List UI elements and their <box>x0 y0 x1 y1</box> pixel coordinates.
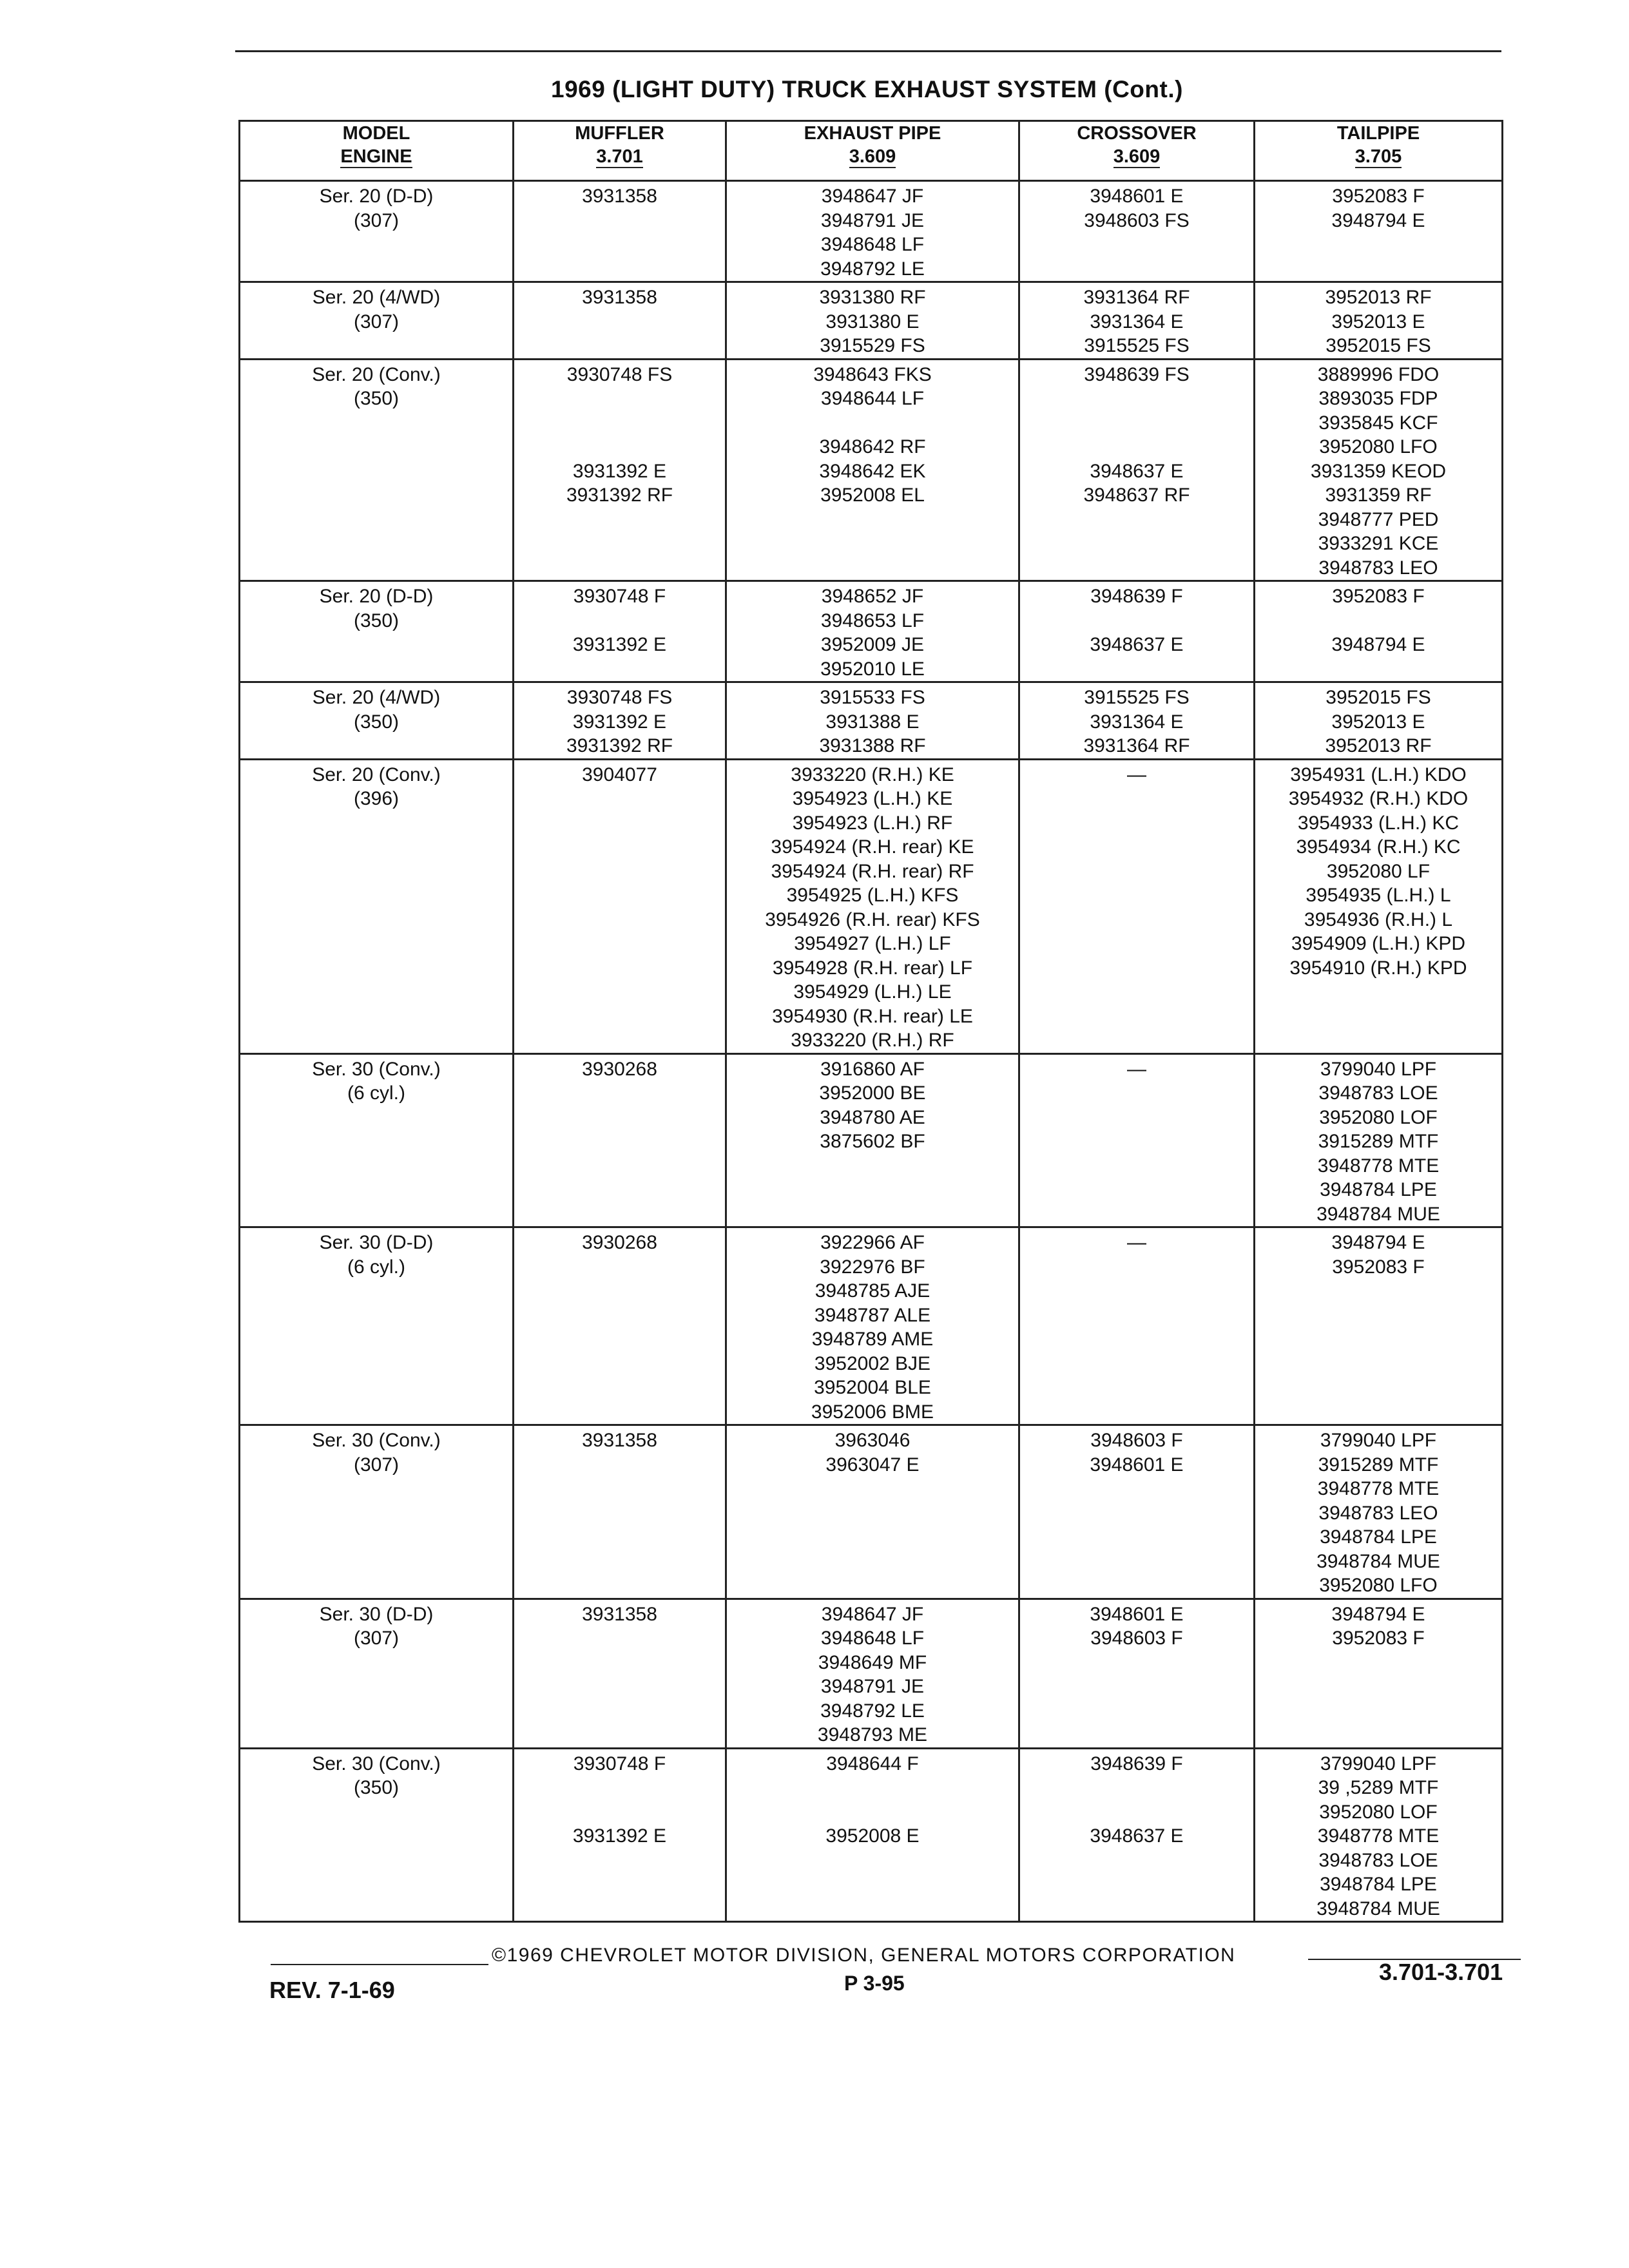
part-number <box>1020 435 1253 459</box>
part-number: 3931358 <box>582 287 657 308</box>
part-number: 3948653 LF <box>820 610 925 631</box>
part-number <box>514 609 725 633</box>
tailpipe-cell <box>1255 1053 1503 1227</box>
part-number: 3930748 FS <box>566 687 673 708</box>
col-header-exhaust-pipe: EXHAUST PIPE 3.609 <box>726 121 1019 181</box>
part-number: 3948784 MUE <box>1316 1898 1440 1919</box>
part-number: 3933220 (R.H.) KE <box>791 764 954 785</box>
crossover-cell <box>1019 1599 1255 1748</box>
table-row <box>240 682 1503 760</box>
crossover-cell <box>1019 1425 1255 1599</box>
part-number: 3948783 LEO <box>1318 1502 1438 1524</box>
part-number: 3915525 FS <box>1084 335 1190 356</box>
crossover-cell <box>1019 1227 1255 1425</box>
part-number: 3931392 RF <box>566 485 673 506</box>
model-line: Ser. 20 (Conv.) <box>312 363 441 385</box>
col-header-model: MODEL ENGINE <box>240 121 514 181</box>
part-number: 3931358 <box>582 186 657 207</box>
table-row <box>240 581 1503 682</box>
part-number: 3916860 AF <box>820 1058 925 1080</box>
exhaust-pipe-cell <box>726 181 1019 282</box>
model-line: Ser. 20 (4/WD) <box>312 287 441 308</box>
footer-rule-left <box>271 1964 488 1965</box>
part-number: 3952008 E <box>825 1825 920 1847</box>
muffler-cell <box>514 1053 726 1227</box>
part-number: 3948601 E <box>1090 186 1184 207</box>
part-number: 3952006 BME <box>811 1401 934 1423</box>
part-number: 3952083 F <box>1332 586 1425 607</box>
part-number: 3948794 E <box>1331 1603 1425 1625</box>
part-number: 3948639 F <box>1090 586 1183 607</box>
part-number: 3948784 LPE <box>1320 1874 1437 1895</box>
muffler-cell <box>514 359 726 581</box>
table-row <box>240 1748 1503 1922</box>
part-number: 3922976 BF <box>820 1256 925 1278</box>
model-line: Ser. 20 (4/WD) <box>312 687 441 708</box>
col-header-tailpipe: TAILPIPE 3.705 <box>1255 121 1503 181</box>
part-number: 3954924 (R.H. rear) RF <box>771 860 974 882</box>
part-number: 3948652 JF <box>821 586 924 607</box>
model-line: Ser. 20 (Conv.) <box>312 764 441 785</box>
part-number: 3931364 E <box>1090 711 1184 733</box>
part-number: 3954932 (R.H.) KDO <box>1288 788 1469 809</box>
part-number: 3954933 (L.H.) KC <box>1297 812 1460 834</box>
table-row <box>240 282 1503 360</box>
part-number: 3948601 E <box>1090 1603 1184 1625</box>
model-line: Ser. 30 (Conv.) <box>312 1430 441 1451</box>
part-number: 3952015 FS <box>1325 335 1431 356</box>
part-number: 3799040 LPF <box>1320 1058 1437 1080</box>
part-number <box>1020 1776 1253 1800</box>
part-number: 3948648 LF <box>820 1628 925 1649</box>
part-number: 3952008 EL <box>820 485 925 506</box>
part-number: 3954909 (L.H.) KPD <box>1291 933 1466 954</box>
tailpipe-cell <box>1255 1599 1503 1748</box>
part-number: 3954924 (R.H. rear) KE <box>771 836 974 858</box>
model-engine-cell <box>240 1425 514 1599</box>
part-number: 3931359 RF <box>1325 485 1432 506</box>
table-row <box>240 759 1503 1053</box>
part-number: 3931364 RF <box>1083 287 1190 308</box>
exhaust-pipe-cell <box>726 682 1019 760</box>
part-number: 39 ,5289 MTF <box>1318 1777 1439 1798</box>
part-number: 3952083 F <box>1332 1256 1425 1278</box>
model-engine-cell <box>240 682 514 760</box>
exhaust-pipe-cell <box>726 1748 1019 1922</box>
model-engine-cell <box>240 759 514 1053</box>
part-number: 3948778 MTE <box>1317 1155 1440 1177</box>
part-number: 3948643 FKS <box>813 363 932 385</box>
part-number: 3952080 LOF <box>1319 1801 1438 1823</box>
tailpipe-cell <box>1255 759 1503 1053</box>
part-number: 3952015 FS <box>1325 687 1431 708</box>
part-number: 3954923 (L.H.) RF <box>792 812 953 834</box>
part-number: 3954926 (R.H. rear) KFS <box>765 908 980 930</box>
tailpipe-cell <box>1255 581 1503 682</box>
part-number: 3948780 AE <box>820 1106 925 1128</box>
crossover-cell <box>1019 581 1255 682</box>
part-number: 3931364 RF <box>1083 735 1190 756</box>
part-number: 3930268 <box>582 1232 657 1253</box>
part-number: 3948603 F <box>1090 1628 1183 1649</box>
part-number: 3948637 RF <box>1083 485 1190 506</box>
section-reference: 3.701-3.701 <box>1379 1959 1503 1985</box>
part-number: 3948783 LOE <box>1318 1849 1438 1871</box>
crossover-cell <box>1019 1748 1255 1922</box>
part-number: 3954925 (L.H.) KFS <box>786 885 959 906</box>
part-number: 3922966 AF <box>820 1232 925 1253</box>
page-number: P 3-95 <box>844 1972 905 1995</box>
part-number: 3963047 E <box>825 1454 920 1475</box>
part-number: 3952080 LFO <box>1319 1575 1438 1596</box>
part-number: 3952002 BJE <box>814 1352 931 1374</box>
model-engine-cell <box>240 282 514 360</box>
exhaust-pipe-cell <box>726 759 1019 1053</box>
exhaust-pipe-cell <box>726 282 1019 360</box>
part-number: 3952004 BLE <box>814 1377 931 1398</box>
part-number: 3954928 (R.H. rear) LF <box>772 957 973 979</box>
part-number: 3948647 JF <box>821 186 924 207</box>
crossover-cell <box>1019 282 1255 360</box>
part-number: 3948793 ME <box>817 1724 928 1745</box>
tailpipe-cell <box>1255 1748 1503 1922</box>
part-number <box>1020 1800 1253 1825</box>
table-row <box>240 181 1503 282</box>
part-number: 3915289 MTF <box>1318 1454 1439 1475</box>
part-number: 3948603 F <box>1090 1430 1183 1451</box>
part-number: 3930748 FS <box>566 363 673 385</box>
top-rule <box>235 50 1501 52</box>
part-number: 3948791 JE <box>820 1676 925 1697</box>
part-number: 3954923 (L.H.) KE <box>792 788 953 809</box>
model-engine-cell <box>240 1053 514 1227</box>
muffler-cell <box>514 282 726 360</box>
model-line: (350) <box>353 388 400 409</box>
part-number: 3954935 (L.H.) L <box>1306 885 1451 906</box>
part-number: 3952080 LOF <box>1319 1106 1438 1128</box>
model-line: (307) <box>353 311 400 332</box>
part-number: 3954930 (R.H. rear) LE <box>772 1005 973 1027</box>
part-number: 3948777 PED <box>1318 508 1439 530</box>
part-number: 3948642 EK <box>819 460 926 482</box>
part-number: 3875602 BF <box>820 1131 925 1152</box>
model-line: (307) <box>353 1454 400 1475</box>
model-line: Ser. 30 (D-D) <box>319 1603 434 1625</box>
part-number: 3915525 FS <box>1084 687 1190 708</box>
part-number <box>514 411 725 436</box>
col-header-muffler: MUFFLER 3.701 <box>514 121 726 181</box>
table-row <box>240 1053 1503 1227</box>
part-number: 3948794 E <box>1331 209 1425 231</box>
model-line: Ser. 30 (Conv.) <box>312 1058 441 1080</box>
part-number: 3931392 E <box>572 460 667 482</box>
model-line: (6 cyl.) <box>347 1082 405 1104</box>
part-number <box>514 1776 725 1800</box>
table-row <box>240 1425 1503 1599</box>
part-number: 3931380 E <box>825 311 920 332</box>
model-line: (350) <box>353 711 400 733</box>
model-line: (350) <box>353 610 400 631</box>
model-line: Ser. 20 (D-D) <box>319 186 434 207</box>
part-number: 3931359 KEOD <box>1310 460 1447 482</box>
part-number: 3931392 RF <box>566 735 673 756</box>
part-number: 3948778 MTE <box>1317 1825 1440 1847</box>
part-number: 3931392 E <box>572 1825 667 1847</box>
model-line: (350) <box>353 1777 400 1798</box>
part-number <box>514 435 725 459</box>
part-number: 3948778 MTE <box>1317 1478 1440 1499</box>
part-number: 3948603 FS <box>1084 209 1190 231</box>
crossover-cell <box>1019 759 1255 1053</box>
page-title: 1969 (LIGHT DUTY) TRUCK EXHAUST SYSTEM (Cont.) <box>551 76 1183 102</box>
part-number: 3948785 AJE <box>815 1280 930 1302</box>
tailpipe-cell <box>1255 181 1503 282</box>
part-number: 3915529 FS <box>820 335 925 356</box>
part-number: 3948794 E <box>1331 634 1425 655</box>
model-line: Ser. 20 (D-D) <box>319 586 434 607</box>
part-number: 3948637 E <box>1090 1825 1184 1847</box>
part-number <box>727 1800 1018 1825</box>
part-number: 3948791 JE <box>820 209 925 231</box>
part-number <box>514 387 725 411</box>
part-number: 3954929 (L.H.) LE <box>793 981 952 1003</box>
table-body <box>240 181 1503 1922</box>
part-number: 3799040 LPF <box>1320 1430 1437 1451</box>
model-line: Ser. 30 (Conv.) <box>312 1753 441 1774</box>
exhaust-parts-table <box>238 120 1503 1923</box>
part-number: 3931364 E <box>1090 311 1184 332</box>
model-engine-cell <box>240 359 514 581</box>
part-number: 3948649 MF <box>818 1651 927 1673</box>
revision-date: REV. 7-1-69 <box>269 1977 395 2003</box>
part-number: — <box>1127 1232 1146 1253</box>
part-number: 3954936 (R.H.) L <box>1304 908 1453 930</box>
part-number: — <box>1127 1058 1146 1080</box>
exhaust-pipe-cell <box>726 1425 1019 1599</box>
exhaust-pipe-cell <box>726 359 1019 581</box>
tailpipe-cell <box>1255 282 1503 360</box>
part-number <box>1255 609 1501 633</box>
model-engine-cell <box>240 1599 514 1748</box>
model-line: (396) <box>353 788 400 809</box>
exhaust-pipe-cell <box>726 581 1019 682</box>
part-number: 3915533 FS <box>820 687 925 708</box>
part-number: 3931358 <box>582 1430 657 1451</box>
crossover-cell <box>1019 1053 1255 1227</box>
part-number <box>727 1776 1018 1800</box>
part-number: 3952083 F <box>1332 1628 1425 1649</box>
tailpipe-cell <box>1255 1425 1503 1599</box>
part-number <box>514 1800 725 1825</box>
model-line: Ser. 30 (D-D) <box>319 1232 434 1253</box>
part-number: — <box>1127 764 1146 785</box>
part-number: 3952000 BE <box>819 1082 926 1104</box>
part-number: 3948639 FS <box>1084 363 1190 385</box>
part-number: 3915289 MTF <box>1318 1131 1439 1152</box>
crossover-cell <box>1019 682 1255 760</box>
table-row <box>240 1599 1503 1748</box>
part-number: 3952013 RF <box>1325 287 1432 308</box>
part-number: 3948794 E <box>1331 1232 1425 1253</box>
part-number: 3948789 AME <box>811 1329 934 1350</box>
muffler-cell <box>514 1425 726 1599</box>
part-number <box>1020 609 1253 633</box>
part-number: 3963046 <box>834 1430 911 1451</box>
table-row <box>240 359 1503 581</box>
part-number: 3948647 JF <box>821 1603 924 1625</box>
part-number: 3930748 F <box>573 1753 666 1774</box>
exhaust-pipe-cell <box>726 1227 1019 1425</box>
tailpipe-cell <box>1255 682 1503 760</box>
part-number: 3952080 LFO <box>1319 436 1438 457</box>
part-number: 3948783 LOE <box>1318 1082 1438 1104</box>
model-engine-cell <box>240 181 514 282</box>
part-number: 3930268 <box>582 1058 657 1080</box>
part-number: 3954931 (L.H.) KDO <box>1290 764 1467 785</box>
muffler-cell <box>514 1748 726 1922</box>
part-number: 3948787 ALE <box>814 1304 931 1326</box>
part-number: 3893035 FDP <box>1318 388 1438 409</box>
part-number: 3954927 (L.H.) LF <box>794 933 951 954</box>
part-number: 3952009 JE <box>820 634 925 655</box>
muffler-cell <box>514 581 726 682</box>
part-number: 3931358 <box>582 1603 657 1625</box>
muffler-cell <box>514 1599 726 1748</box>
part-number: 3948642 RF <box>819 436 926 457</box>
part-number: 3954934 (R.H.) KC <box>1296 836 1461 858</box>
tailpipe-cell <box>1255 1227 1503 1425</box>
part-number: 3952013 RF <box>1325 735 1432 756</box>
muffler-cell <box>514 1227 726 1425</box>
model-line: (6 cyl.) <box>347 1256 405 1278</box>
table-header-row <box>240 121 1503 181</box>
model-line: (307) <box>353 1628 400 1649</box>
part-number: 3952013 E <box>1331 311 1425 332</box>
part-number <box>727 411 1018 436</box>
part-number: 3948648 LF <box>820 234 925 255</box>
model-engine-cell <box>240 1227 514 1425</box>
col-header-crossover: CROSSOVER 3.609 <box>1019 121 1255 181</box>
model-engine-cell <box>240 581 514 682</box>
part-number: 3948784 MUE <box>1316 1203 1440 1225</box>
part-number: 3933220 (R.H.) RF <box>791 1030 954 1051</box>
part-number: 3933291 KCE <box>1318 533 1439 554</box>
exhaust-pipe-cell <box>726 1053 1019 1227</box>
part-number: 3799040 LPF <box>1320 1753 1437 1774</box>
part-number <box>1020 411 1253 436</box>
part-number: 3948784 MUE <box>1316 1550 1440 1572</box>
part-number: 3930748 F <box>573 586 666 607</box>
crossover-cell <box>1019 181 1255 282</box>
exhaust-pipe-cell <box>726 1599 1019 1748</box>
part-number: 3948644 LF <box>820 388 925 409</box>
part-number: 3948783 LEO <box>1318 557 1438 579</box>
part-number: 3952083 F <box>1332 186 1425 207</box>
part-number: 3948637 E <box>1090 460 1184 482</box>
part-number: 3935845 KCF <box>1318 412 1438 434</box>
part-number: 3904077 <box>582 764 657 785</box>
muffler-cell <box>514 682 726 760</box>
crossover-cell <box>1019 359 1255 581</box>
part-number: 3954910 (R.H.) KPD <box>1289 957 1467 979</box>
part-number: 3952010 LE <box>820 658 925 680</box>
part-number: 3948644 F <box>826 1753 919 1774</box>
model-line: (307) <box>353 209 400 231</box>
copyright-notice: ©1969 CHEVROLET MOTOR DIVISION, GENERAL MOTORS CORPORATION <box>492 1945 1236 1966</box>
part-number: 3948639 F <box>1090 1753 1183 1774</box>
model-engine-cell <box>240 1748 514 1922</box>
table-row <box>240 1227 1503 1425</box>
part-number: 3931380 RF <box>819 287 926 308</box>
part-number: 3931392 E <box>572 634 667 655</box>
part-number: 3931388 E <box>825 711 920 733</box>
part-number: 3948784 LPE <box>1320 1526 1437 1548</box>
part-number: 3948792 LE <box>820 258 925 280</box>
part-number: 3948792 LE <box>820 1700 925 1722</box>
part-number: 3948784 LPE <box>1320 1179 1437 1200</box>
part-number: 3931388 RF <box>819 735 926 756</box>
part-number: 3931392 E <box>572 711 667 733</box>
part-number <box>1020 387 1253 411</box>
part-number: 3952080 LF <box>1326 860 1431 882</box>
part-number: 3889996 FDO <box>1317 363 1440 385</box>
tailpipe-cell <box>1255 359 1503 581</box>
part-number: 3948637 E <box>1090 634 1184 655</box>
muffler-cell <box>514 759 726 1053</box>
part-number: 3948601 E <box>1090 1454 1184 1475</box>
muffler-cell <box>514 181 726 282</box>
part-number: 3952013 E <box>1331 711 1425 733</box>
